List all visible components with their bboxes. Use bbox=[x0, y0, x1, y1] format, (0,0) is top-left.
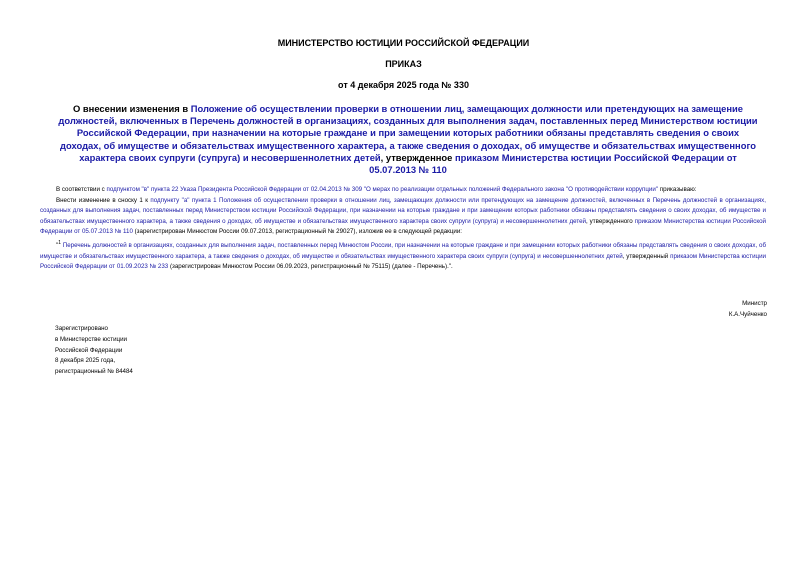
paragraph-amendment bbox=[40, 196, 766, 238]
registration-line: Российской Федерации bbox=[55, 346, 123, 354]
footnote-mark: 1 bbox=[58, 239, 61, 246]
signatory-name: К.А.Чуйченко bbox=[728, 310, 767, 318]
registration-line: в Министерстве юстиции bbox=[55, 335, 128, 343]
text: (зарегистрирован Минюстом России 09.07.2013, регистрационный № 29027), изложив ее в следующей редакции: bbox=[132, 228, 463, 236]
text: приказываю: bbox=[658, 186, 697, 193]
registration-line: Зарегистрировано bbox=[55, 325, 108, 332]
text: Внести изменение в сноску 1 к bbox=[56, 196, 151, 204]
registration-line: регистрационный № 84484 bbox=[55, 368, 133, 376]
document-title bbox=[58, 103, 758, 176]
title-link-order[interactable]: приказом Министерства юстиции Российской Федерации от 05.07.2013 № 110 bbox=[369, 151, 737, 176]
paragraph-basis bbox=[40, 185, 766, 196]
text: , утвержденного bbox=[586, 217, 635, 225]
registration-line: 8 декабря 2025 года, bbox=[55, 357, 116, 365]
text: (зарегистрирован Минюстом России 06.09.2023, регистрационный № 75115) (далее - Перечень).". bbox=[168, 263, 453, 271]
title-text: О внесении изменения в bbox=[73, 103, 191, 114]
link-order-110[interactable]: приказом Министерства юстиции Российской Федерации от 05.07.2013 № 110 bbox=[40, 217, 767, 236]
text: В соответствии с bbox=[56, 186, 107, 193]
document-body bbox=[40, 185, 766, 273]
link-decree[interactable]: подпунктом "в" пункта 22 Указа Президента Российской Федерации от 02.04.2013 № 309 "О мерах по реализации отдельных положений Федерального закона "О противодействии коррупции" bbox=[106, 186, 659, 193]
title-text: , утвержденное bbox=[380, 151, 455, 163]
registration-block bbox=[55, 324, 133, 378]
signature-block bbox=[729, 299, 767, 320]
document-type: ПРИКАЗ bbox=[385, 59, 422, 69]
document-date-number: от 4 декабря 2025 года № 330 bbox=[338, 80, 469, 90]
ministry-heading: МИНИСТЕРСТВО ЮСТИЦИИ РОССИЙСКОЙ ФЕДЕРАЦИИ bbox=[277, 38, 530, 48]
title-link-regulation[interactable]: Положение об осуществлении проверки в отношении лиц, замещающих должности или претендующих на замещение должностей, включенных в Перечень должностей в организациях, созданных для выполнения задач, поставленных перед Министерством юстиции Российской Федерации, при назначении на которые граждане и при замещении которых работники обязаны представлять сведения о своих доходах, об имуществе и обязательствах имущественного характера, а также сведения о доходах, об имуществе и обязательствах имущественного характера своих супруги (супруга) и несовершеннолетних детей bbox=[58, 103, 758, 163]
link-order-233[interactable]: приказом Министерства юстиции Российской Федерации от 01.09.2023 № 233 bbox=[40, 252, 766, 271]
link-list[interactable]: Перечень должностей в организациях, созданных для выполнения задач, поставленных перед Минюстом России, при назначении на которые граждане и при замещении которых работники обязаны представлять сведения о своих доходах, об имуществе и обязательствах имущественного характера, а также сведения о доходах, об имуществе и обязательствах имущественного характера своих супруги (супруга) и несовершеннолетних детей bbox=[40, 242, 766, 260]
paragraph-new-wording bbox=[40, 238, 766, 273]
signatory-position: Министр bbox=[742, 300, 767, 307]
text: " bbox=[56, 242, 59, 250]
text: , утвержденный bbox=[622, 252, 671, 260]
link-subparagraph[interactable]: подпункту "а" пункта 1 Положения об осуществлении проверки в отношении лиц, замещающих должности или претендующих на замещение должностей, включенных в Перечень должностей в организациях, созданных для выполнения задач, поставленных перед Министерством юстиции Российской Федерации, при назначении на которые граждане и при замещении которых работники обязаны представлять сведения о своих доходах, об имуществе и обязательствах имущественного характера, а также сведения о доходах, об имуществе и обязательствах имущественного характера своих супруги (супруга) и несовершеннолетних детей bbox=[40, 196, 766, 225]
